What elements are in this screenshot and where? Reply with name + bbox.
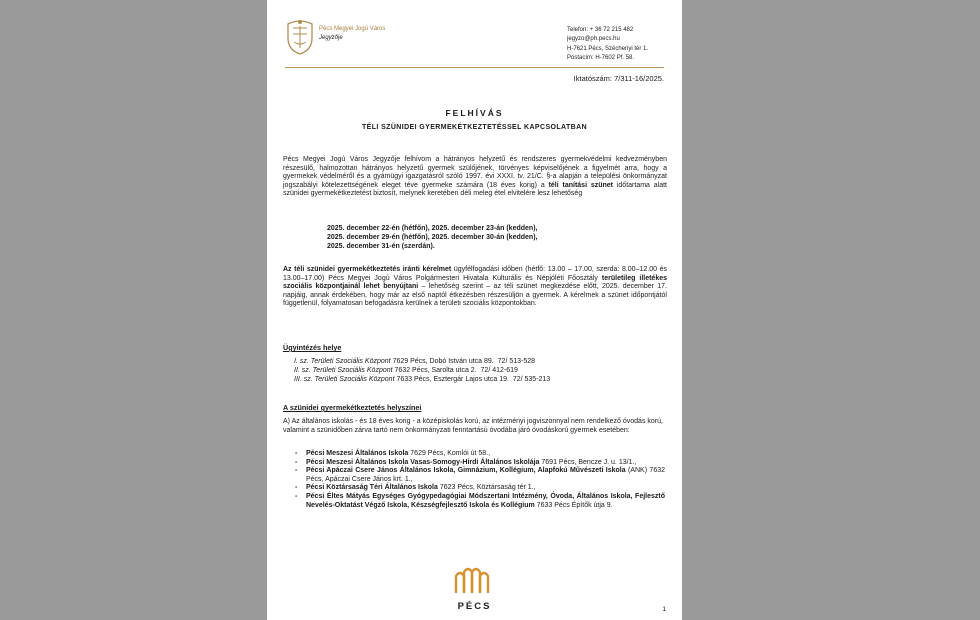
center-address: 7633 Pécs, Esztergár Lajos utca 19.	[396, 376, 509, 384]
school-name: Pécsi Köztársaság Téri Általános Iskola	[306, 484, 438, 492]
intro-paragraph	[283, 156, 667, 199]
page-subtitle: TÉLI SZÜNIDEI GYERMEKÉTKEZTETÉSSEL KAPCSOLATBAN	[361, 124, 588, 131]
page-title: FELHÍVÁS	[445, 108, 504, 118]
center-phone: 72/ 412-619	[480, 367, 518, 375]
document-page	[267, 0, 682, 620]
center-item	[294, 375, 550, 384]
school-item	[293, 450, 665, 459]
school-item	[293, 459, 665, 468]
school-name: Pécsi Apáczai Csere János Általános Iskola, Gimnázium, Kollégium, Alapfokú Művészeti Iskola	[306, 467, 626, 475]
request-bold-2: területileg illetékes szociális központjainál lehet benyújtani	[283, 274, 668, 291]
admin-heading: Ügyintézés helye	[283, 343, 342, 352]
school-item	[293, 484, 665, 493]
venues-intro: A) Az általános iskolás - és 18 éves korig - a középiskolás korú, az intézményi jogviszonnyal nem rendelkező óvodás korú, valamint a szünidőben zárva tartó nem önkormányzati fenntartású óvodába járó óvodáskorú gyermek esetében:	[283, 418, 663, 434]
org-sub: Jegyzője	[319, 35, 343, 41]
center-item	[294, 366, 550, 375]
venues-heading: A szünidei gyermekétkeztetés helyszínei	[283, 403, 422, 412]
school-address: (ANK) 7632 Pécs, Apáczai Csere János krt. 1.,	[306, 467, 665, 483]
school-item	[293, 493, 665, 510]
request-paragraph	[283, 266, 667, 309]
intro-bold: téli tanítási szünet	[548, 181, 614, 189]
schools-list	[293, 450, 665, 510]
contact-address: H-7621 Pécs, Széchenyi tér 1.	[567, 45, 649, 52]
center-name: II. sz. Területi Szociális Központ	[294, 367, 393, 375]
org-name: Pécs Megyei Jogú Város	[319, 26, 386, 32]
request-bold-1: Az téli szünidei gyermekétkeztetés iránti kérelmet	[283, 266, 452, 273]
school-address: 7623 Pécs, Köztársaság tér 1.,	[439, 484, 536, 492]
school-name: Pécsi Meszesi Általános Iskola	[306, 450, 409, 457]
school-address: 7629 Pécs, Komlói út 58.,	[410, 450, 491, 457]
date-line: 2025. december 22-én (hétfőn), 2025. december 23-án (kedden),	[327, 225, 538, 232]
org-block	[319, 25, 385, 43]
logo-text: PÉCS	[457, 601, 492, 612]
center-phone: 72/ 535-213	[512, 376, 551, 384]
date-line: 2025. december 31-én (szerdán).	[327, 243, 435, 251]
school-address: 7691 Pécs, Bencze J. u. 13/1.,	[541, 458, 637, 466]
date-line: 2025. december 29-én (hétfőn), 2025. december 30-án (kedden),	[327, 234, 538, 242]
contact-phone: Telefon: + 36 72 215 482	[567, 27, 634, 33]
centers-list	[294, 357, 550, 385]
city-crest-icon	[285, 16, 315, 56]
center-address: 7632 Pécs, Sarolta utca 2.	[394, 367, 477, 375]
header-divider	[285, 67, 664, 68]
intro-rest: időtartama alatt szünidei gyermekétkeztetést biztosít, melynek keretében déli meleg étel elvitelére lesz lehetőség	[283, 181, 667, 198]
intro-text: Pécs Megyei Jogú Város Jegyzője felhívom a hátrányos helyzetű és rendszeres gyermekvédelmi kedvezményben részesülő, halmozottan hátrányos helyzetű gyermek szülőjének, törvényes képviselőjének a figyelmét arra, hogy a gyermekek védelméről és a gyámügyi igazgatásról szóló 1997. évi XXXI. tv. 21/C. §-a alapján a települési önkormányzat jogszabályi kötelezettségének eleget téve gyermeke számára (18 éves korig) a	[283, 156, 667, 189]
contact-postal: Postacím: H-7602 Pf. 58.	[567, 54, 635, 61]
request-text-2: – lehetőség szerint – az téli szünet megkezdése előtt, 2025. december 17. napjáig, annak érdekében, hogy már az első naptól étkezésben részesüljön a gyermek. A kérelmek a szünet időpontjától függetlenül, folyamatosan befogadásra kerülnek a területi szociális központokban.	[283, 283, 667, 308]
center-name: III. sz. Területi Szociális Központ	[294, 376, 395, 384]
contact-email: jegyzo@ph.pecs.hu	[567, 36, 620, 43]
school-name: Pécsi Meszesi Általános Iskola Vasas-Somogy-Hirdi Általános Iskolája	[306, 458, 540, 466]
center-phone: 72/ 513-528	[497, 358, 536, 365]
page-number: 1	[662, 606, 666, 613]
school-name: Pécsi Éltes Mátyás Egységes Gyógypedagógiai Módszertani Intézmény, Óvoda, Általános Iskola, Fejlesztő Nevelés-Oktatást Végző Iskola, Készségfejlesztő Iskola és Kollégium	[306, 492, 665, 509]
dates-block	[327, 224, 627, 252]
school-item	[293, 467, 665, 484]
request-text-1: ügyfélfogadási időben (hétfő: 13.00 – 17.00, szerda: 8.00–12.00 és 13.00–17.00) Pécs Megyei Jogú Város Polgármesteri Hivatala Kulturális és Népjóléti Főosztály	[283, 266, 667, 282]
pecs-logo-icon	[452, 562, 492, 594]
contact-block	[567, 26, 648, 63]
center-name: I. sz. Területi Szociális Központ	[294, 358, 391, 365]
registration-number: Iktatószám: 7/311-16/2025.	[573, 74, 664, 83]
center-address: 7629 Pécs, Dobó István utca 89.	[392, 358, 494, 365]
center-item	[294, 357, 550, 366]
school-address: 7633 Pécs Építők útja 9.	[536, 501, 613, 509]
